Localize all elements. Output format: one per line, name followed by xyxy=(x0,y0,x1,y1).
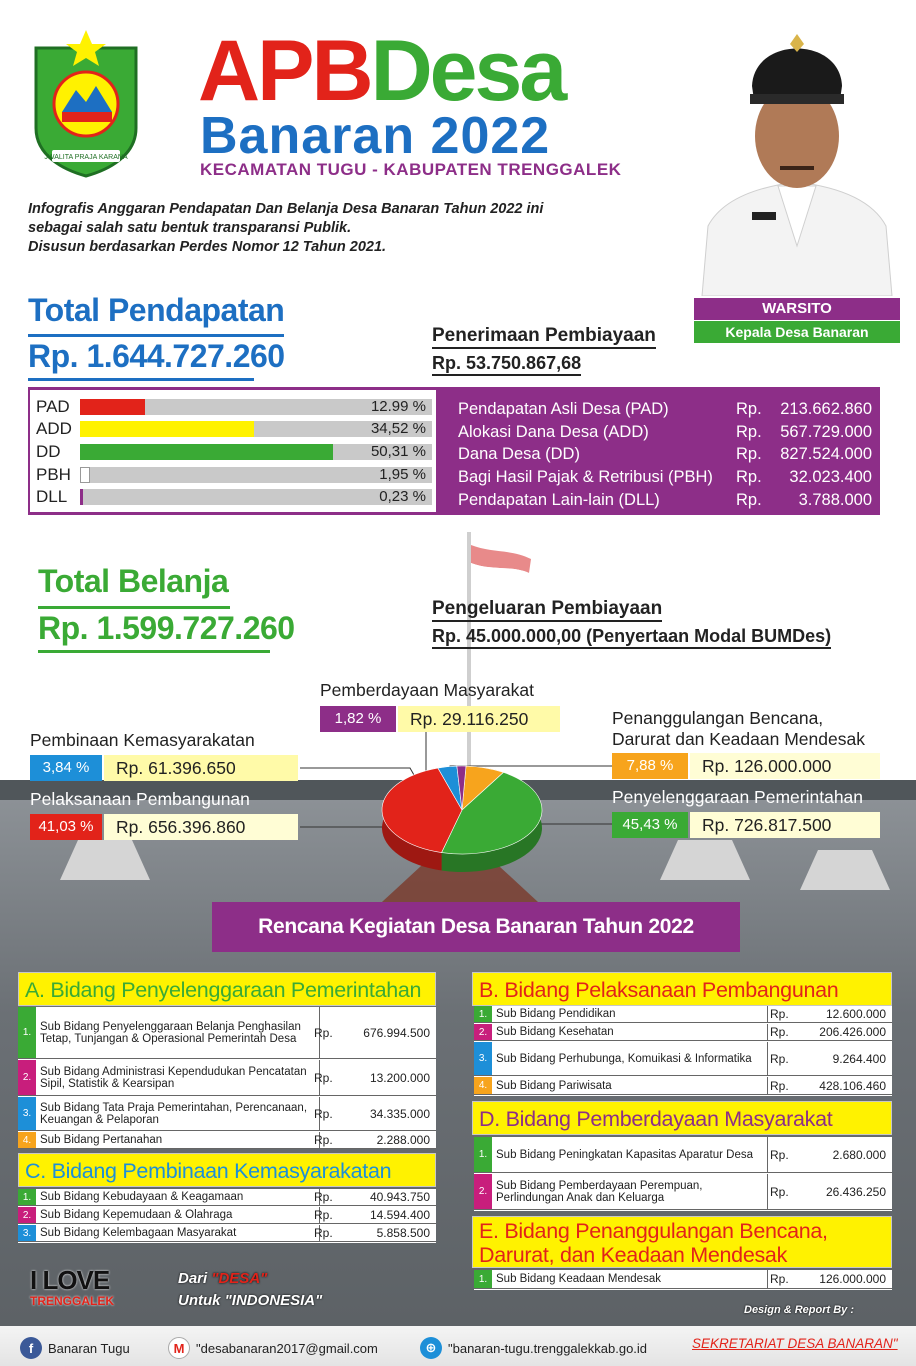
globe-icon: ⊕ xyxy=(420,1337,442,1359)
design-credit-label: Design & Report By : xyxy=(744,1304,855,1316)
pie-pct-pemberdayaan: 1,82 % xyxy=(320,706,396,732)
section-a-table xyxy=(18,1007,436,1149)
section-e-table xyxy=(474,1270,892,1290)
income-item: Bagi Hasil Pajak & Retribusi (PBH) Rp. 32.023.400 xyxy=(458,468,872,486)
pie-pct-penanggulangan: 7,88 % xyxy=(612,753,688,779)
table-row: 2. Sub Bidang Kepemudaan & Olahraga Rp. 14.594.400 xyxy=(18,1207,436,1224)
income-bar-row xyxy=(30,396,436,418)
income-bar-pct: 12.99 % xyxy=(370,398,426,415)
income-bar-code: DD xyxy=(36,442,61,461)
table-row: 1. Sub Bidang Peningkatan Kapasitas Aparatur Desa Rp. 2.680.000 xyxy=(474,1137,892,1173)
official-name: WARSITO xyxy=(694,298,900,320)
income-bar-fill xyxy=(80,467,90,483)
divider xyxy=(38,650,270,653)
page-title-year: Banaran 2022 xyxy=(200,107,551,165)
pengeluaran-pembiayaan-value: Rp. 45.000.000,00 (Penyertaan Modal BUMDes) xyxy=(432,626,831,649)
flag-icon xyxy=(471,545,531,600)
income-bar-code: PBH xyxy=(36,465,71,484)
page-title: APBDesa xyxy=(198,23,565,119)
pie-label-pembinaan: Pembinaan Kemasyarakatan xyxy=(30,730,255,750)
slogan-dari: Dari "DESA" xyxy=(178,1270,268,1287)
income-bar-row xyxy=(30,418,436,440)
income-bar-row xyxy=(30,441,436,463)
table-row: 3. Sub Bidang Perhubunga, Komuikasi & Informatika Rp. 9.264.400 xyxy=(474,1042,892,1076)
table-row: 4. Sub Bidang Pertanahan Rp. 2.288.000 xyxy=(18,1132,436,1149)
total-pendapatan-label: Total Pendapatan xyxy=(28,292,285,328)
pie-pct-pelaksanaan: 41,03 % xyxy=(30,814,102,840)
penerimaan-pembiayaan-label: Penerimaan Pembiayaan xyxy=(432,325,656,349)
income-bar-fill xyxy=(80,399,145,415)
income-item: Pendapatan Asli Desa (PAD) Rp. 213.662.860 xyxy=(458,400,872,418)
income-item: Alokasi Dana Desa (ADD) Rp. 567.729.000 xyxy=(458,423,872,441)
income-bar-code: DLL xyxy=(36,487,68,506)
income-bar-fill xyxy=(80,421,254,437)
table-row: 2. Sub Bidang Kesehatan Rp. 206.426.000 xyxy=(474,1024,892,1041)
section-a-title: A. Bidang Penyelenggaraan Pemerintahan xyxy=(18,972,436,1006)
section-b-table xyxy=(474,1006,892,1096)
section-e-title: E. Bidang Penanggulangan Bencana, Darurat, dan Keadaan Mendesak xyxy=(472,1216,892,1268)
income-bar-code: ADD xyxy=(36,419,72,438)
sekretariat-credit: SEKRETARIAT DESA BANARAN" xyxy=(692,1336,898,1351)
page-subtitle: KECAMATAN TUGU - KABUPATEN TRENGGALEK xyxy=(200,160,622,179)
table-row: 2. Sub Bidang Pemberdayaan Perempuan, Perlindungan Anak dan Keluarga Rp. 26.436.250 xyxy=(474,1174,892,1210)
pengeluaran-pembiayaan-label: Pengeluaran Pembiayaan xyxy=(432,598,662,622)
income-bar-fill xyxy=(80,489,83,505)
income-bar-chart xyxy=(30,390,436,512)
pie-label-pemberdayaan: Pemberdayaan Masyarakat xyxy=(320,680,534,700)
income-bar-pct: 34,52 % xyxy=(370,420,426,437)
intro-text: Infografis Anggaran Pendapatan Dan Belanja Desa Banaran Tahun 2022 ini sebagai salah satu bentuk transparansi Publik. Disusun berdasarkan Perdes Nomor 12 Tahun 2021. xyxy=(28,201,544,255)
income-item: Pendapatan Lain-lain (DLL) Rp. 3.788.000 xyxy=(458,491,872,509)
regency-logo-icon xyxy=(28,28,144,178)
total-belanja-label: Total Belanja xyxy=(38,563,229,599)
divider xyxy=(28,334,284,337)
pie-pct-penyelenggaraan: 45,43 % xyxy=(612,812,688,838)
divider xyxy=(28,378,254,381)
penerimaan-pembiayaan-value: Rp. 53.750.867,68 xyxy=(432,353,581,376)
total-pendapatan-value: Rp. 1.644.727.260 xyxy=(28,338,285,374)
pie-amount-penanggulangan: Rp. 126.000.000 xyxy=(690,753,880,779)
section-d-title: D. Bidang Pemberdayaan Masyarakat xyxy=(472,1101,892,1135)
facebook-icon: f xyxy=(20,1337,42,1359)
table-row: 1. Sub Bidang Penyelenggaraan Belanja Penghasilan Tetap, Tunjangan & Operasional Pemerintah Desa Rp. 676.994.500 xyxy=(18,1007,436,1059)
table-row: 1. Sub Bidang Keadaan Mendesak Rp. 126.000.000 xyxy=(474,1270,892,1289)
income-bar-row xyxy=(30,486,436,508)
table-row: 1. Sub Bidang Pendidikan Rp. 12.600.000 xyxy=(474,1006,892,1023)
svg-text:JWALITA PRAJA KARANA: JWALITA PRAJA KARANA xyxy=(44,154,128,161)
pie-amount-pemberdayaan: Rp. 29.116.250 xyxy=(398,706,560,732)
table-row: 3. Sub Bidang Tata Praja Pemerintahan, Perencanaan, Keuangan & Pelaporan Rp. 34.335.000 xyxy=(18,1097,436,1131)
email-link[interactable]: M "desabanaran2017@gmail.com xyxy=(168,1337,378,1359)
table-row: 3. Sub Bidang Kelembagaan Masyarakat Rp. 5.858.500 xyxy=(18,1225,436,1242)
official-role: Kepala Desa Banaran xyxy=(694,321,900,343)
income-bar-pct: 50,31 % xyxy=(370,443,426,460)
income-bar-fill xyxy=(80,444,333,460)
pie-amount-pelaksanaan: Rp. 656.396.860 xyxy=(104,814,298,840)
pie-amount-penyelenggaraan: Rp. 726.817.500 xyxy=(690,812,880,838)
pie-label-pelaksanaan: Pelaksanaan Pembangunan xyxy=(30,789,250,809)
website-link[interactable]: ⊕ "banaran-tugu.trenggalekkab.go.id xyxy=(420,1337,647,1359)
section-c-title: C. Bidang Pembinaan Kemasyarakatan xyxy=(18,1153,436,1187)
village-head-photo xyxy=(694,16,900,296)
i-love-trenggalek-logo: I LOVE TRENGGALEK xyxy=(30,1265,114,1308)
pie-label-penyelenggaraan: Penyelenggaraan Pemerintahan xyxy=(612,787,864,807)
table-row: 2. Sub Bidang Administrasi Kependudukan Pencatatan Sipil, Statistik & Kearsipan Rp. 13.200.000 xyxy=(18,1060,436,1096)
income-bar-code: PAD xyxy=(36,397,70,416)
section-d-table xyxy=(474,1137,892,1211)
slogan-untuk: Untuk "INDONESIA" xyxy=(178,1292,323,1309)
table-row: 4. Sub Bidang Pariwisata Rp. 428.106.460 xyxy=(474,1077,892,1095)
rencana-kegiatan-banner: Rencana Kegiatan Desa Banaran Tahun 2022 xyxy=(212,902,740,952)
income-bar-pct: 1,95 % xyxy=(379,466,426,483)
income-bar-row xyxy=(30,464,436,486)
belanja-pie-chart xyxy=(372,758,552,878)
pie-amount-pembinaan: Rp. 61.396.650 xyxy=(104,755,298,781)
pie-label-penanggulangan: Penanggulangan Bencana, Darurat dan Keadaan Mendesak xyxy=(612,708,865,749)
facebook-link[interactable]: f Banaran Tugu xyxy=(20,1337,130,1359)
divider xyxy=(38,606,230,609)
income-item: Dana Desa (DD) Rp. 827.524.000 xyxy=(458,445,872,463)
income-bar-pct: 0,23 % xyxy=(379,488,426,505)
section-c-table xyxy=(18,1189,436,1243)
total-belanja-value: Rp. 1.599.727.260 xyxy=(38,610,295,646)
pie-pct-pembinaan: 3,84 % xyxy=(30,755,102,781)
table-row: 1. Sub Bidang Kebudayaan & Keagamaan Rp. 40.943.750 xyxy=(18,1189,436,1206)
section-b-title: B. Bidang Pelaksanaan Pembangunan xyxy=(472,972,892,1006)
email-icon: M xyxy=(168,1337,190,1359)
